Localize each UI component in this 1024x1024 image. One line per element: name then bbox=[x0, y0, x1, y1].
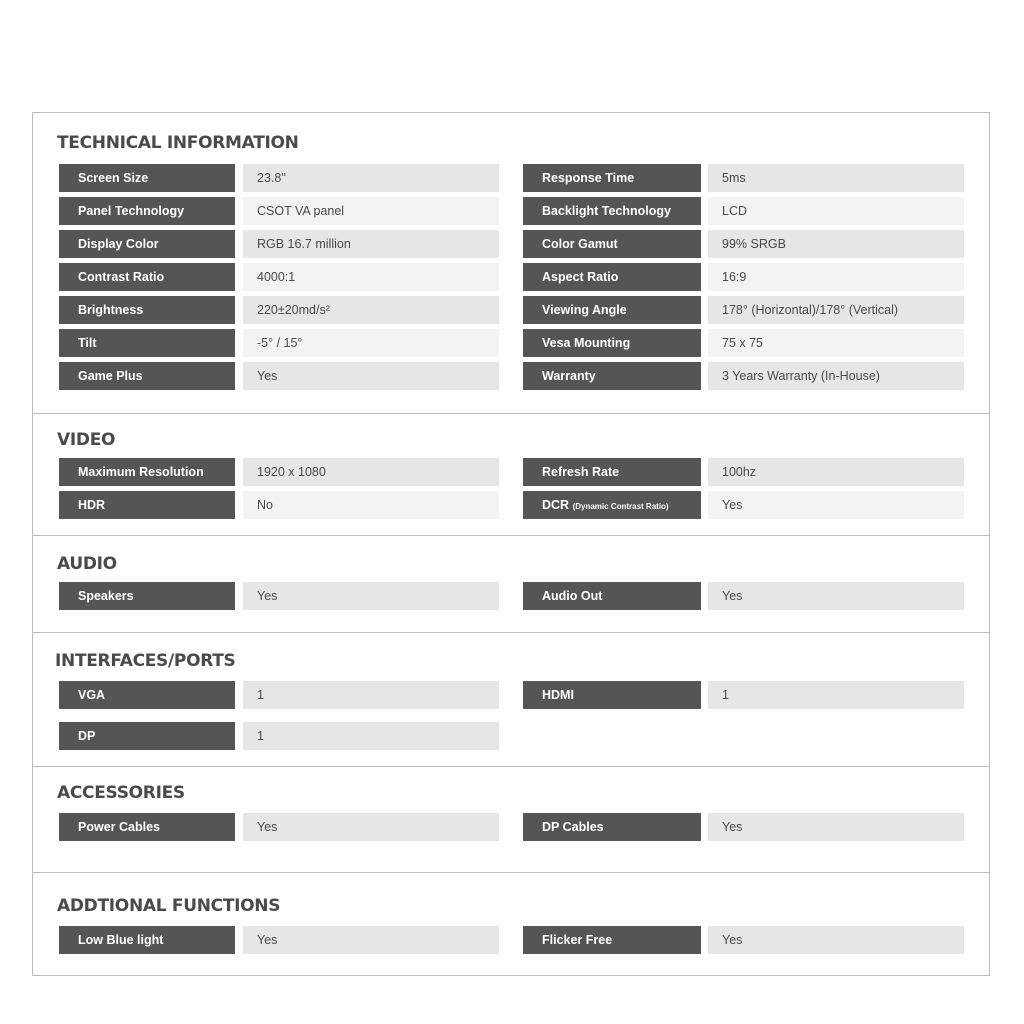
spec-label-dp: DP bbox=[59, 722, 235, 750]
spec-value-aspect-ratio: 16:9 bbox=[708, 263, 964, 291]
spec-label-screen-size: Screen Size bbox=[59, 164, 235, 192]
spec-value-dp-cables: Yes bbox=[708, 813, 964, 841]
spec-value-vesa-mounting: 75 x 75 bbox=[708, 329, 964, 357]
spec-table bbox=[32, 112, 990, 976]
section-interfaces-ports bbox=[33, 632, 989, 767]
spec-label-audio-out: Audio Out bbox=[523, 582, 701, 610]
spec-label-contrast-ratio: Contrast Ratio bbox=[59, 263, 235, 291]
spec-value-dcr: Yes bbox=[708, 491, 964, 519]
spec-value-backlight-technology: LCD bbox=[708, 197, 964, 225]
spec-label-dcr-note: (Dynamic Contrast Ratio) bbox=[572, 502, 669, 511]
section-title: VIDEO bbox=[57, 430, 116, 450]
spec-label-panel-technology: Panel Technology bbox=[59, 197, 235, 225]
spec-value-warranty: 3 Years Warranty (In-House) bbox=[708, 362, 964, 390]
section-title: ADDTIONAL FUNCTIONS bbox=[57, 896, 281, 916]
spec-label-flicker-free: Flicker Free bbox=[523, 926, 701, 954]
spec-value-maximum-resolution: 1920 x 1080 bbox=[243, 458, 499, 486]
spec-label-tilt: Tilt bbox=[59, 329, 235, 357]
spec-label-hdmi: HDMI bbox=[523, 681, 701, 709]
spec-label-refresh-rate: Refresh Rate bbox=[523, 458, 701, 486]
section-video bbox=[33, 413, 989, 536]
spec-value-speakers: Yes bbox=[243, 582, 499, 610]
spec-value-low-blue-light: Yes bbox=[243, 926, 499, 954]
spec-value-game-plus: Yes bbox=[243, 362, 499, 390]
spec-value-refresh-rate: 100hz bbox=[708, 458, 964, 486]
spec-value-audio-out: Yes bbox=[708, 582, 964, 610]
spec-value-response-time: 5ms bbox=[708, 164, 964, 192]
spec-value-tilt: -5° / 15° bbox=[243, 329, 499, 357]
spec-label-dcr-text: DCR bbox=[542, 498, 570, 512]
spec-value-power-cables: Yes bbox=[243, 813, 499, 841]
spec-label-viewing-angle: Viewing Angle bbox=[523, 296, 701, 324]
section-title: TECHNICAL INFORMATION bbox=[57, 133, 299, 153]
spec-label-dp-cables: DP Cables bbox=[523, 813, 701, 841]
section-title: INTERFACES/PORTS bbox=[55, 651, 236, 671]
spec-label-game-plus: Game Plus bbox=[59, 362, 235, 390]
spec-label-backlight-technology: Backlight Technology bbox=[523, 197, 701, 225]
spec-value-hdr: No bbox=[243, 491, 499, 519]
spec-label-display-color: Display Color bbox=[59, 230, 235, 258]
spec-label-vga: VGA bbox=[59, 681, 235, 709]
spec-value-brightness: 220±20md/s² bbox=[243, 296, 499, 324]
spec-value-color-gamut: 99% SRGB bbox=[708, 230, 964, 258]
spec-label-maximum-resolution: Maximum Resolution bbox=[59, 458, 235, 486]
section-additional-functions bbox=[33, 872, 989, 976]
spec-value-contrast-ratio: 4000:1 bbox=[243, 263, 499, 291]
section-audio bbox=[33, 535, 989, 633]
section-technical-information bbox=[33, 113, 989, 413]
spec-label-hdr: HDR bbox=[59, 491, 235, 519]
spec-label-warranty: Warranty bbox=[523, 362, 701, 390]
spec-label-vesa-mounting: Vesa Mounting bbox=[523, 329, 701, 357]
section-title: ACCESSORIES bbox=[57, 783, 185, 803]
spec-value-viewing-angle: 178° (Horizontal)/178° (Vertical) bbox=[708, 296, 964, 324]
spec-label-dcr bbox=[523, 491, 701, 519]
spec-value-vga: 1 bbox=[243, 681, 499, 709]
spec-label-brightness: Brightness bbox=[59, 296, 235, 324]
spec-label-power-cables: Power Cables bbox=[59, 813, 235, 841]
spec-value-screen-size: 23.8" bbox=[243, 164, 499, 192]
spec-label-color-gamut: Color Gamut bbox=[523, 230, 701, 258]
spec-value-hdmi: 1 bbox=[708, 681, 964, 709]
spec-label-aspect-ratio: Aspect Ratio bbox=[523, 263, 701, 291]
section-title: AUDIO bbox=[57, 554, 117, 574]
spec-label-response-time: Response Time bbox=[523, 164, 701, 192]
spec-value-dp: 1 bbox=[243, 722, 499, 750]
section-accessories bbox=[33, 766, 989, 873]
spec-value-flicker-free: Yes bbox=[708, 926, 964, 954]
spec-label-low-blue-light: Low Blue light bbox=[59, 926, 235, 954]
spec-value-display-color: RGB 16.7 million bbox=[243, 230, 499, 258]
spec-value-panel-technology: CSOT VA panel bbox=[243, 197, 499, 225]
spec-label-speakers: Speakers bbox=[59, 582, 235, 610]
